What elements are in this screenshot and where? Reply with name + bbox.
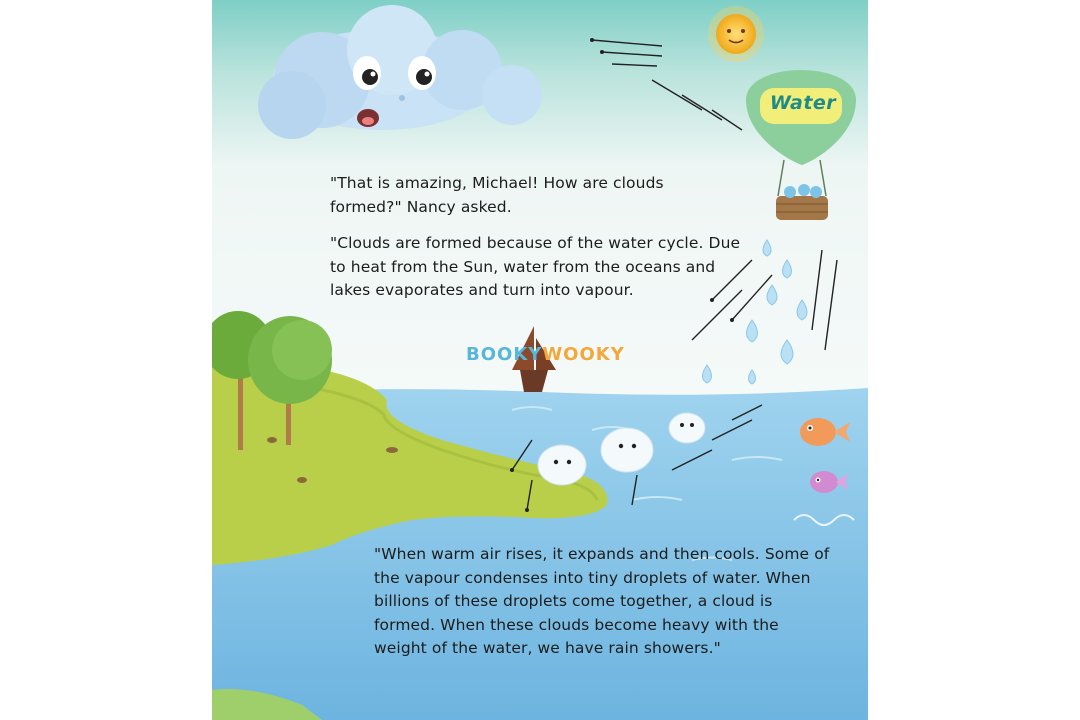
paragraph-2: "Clouds are formed because of the water cycle. Due to heat from the Sun, water from the oceans and lakes evaporates and turn into vapour. xyxy=(330,234,741,299)
storybook-page xyxy=(212,0,868,720)
watermark-part2: WOOKY xyxy=(542,344,625,365)
balloon-label: Water xyxy=(769,92,837,114)
watermark-part1: BOOKY xyxy=(466,344,543,365)
watermark xyxy=(466,344,626,365)
paragraph-1: "That is amazing, Michael! How are clouds formed?" Nancy asked. xyxy=(330,174,664,216)
paragraph-3: "When warm air rises, it expands and then cools. Some of the vapour condenses into tiny droplets of water. When billions of these droplets come together, a cloud is formed. When these clouds become heavy with the weight of the water, we have rain showers." xyxy=(374,545,830,657)
sun xyxy=(708,6,764,62)
